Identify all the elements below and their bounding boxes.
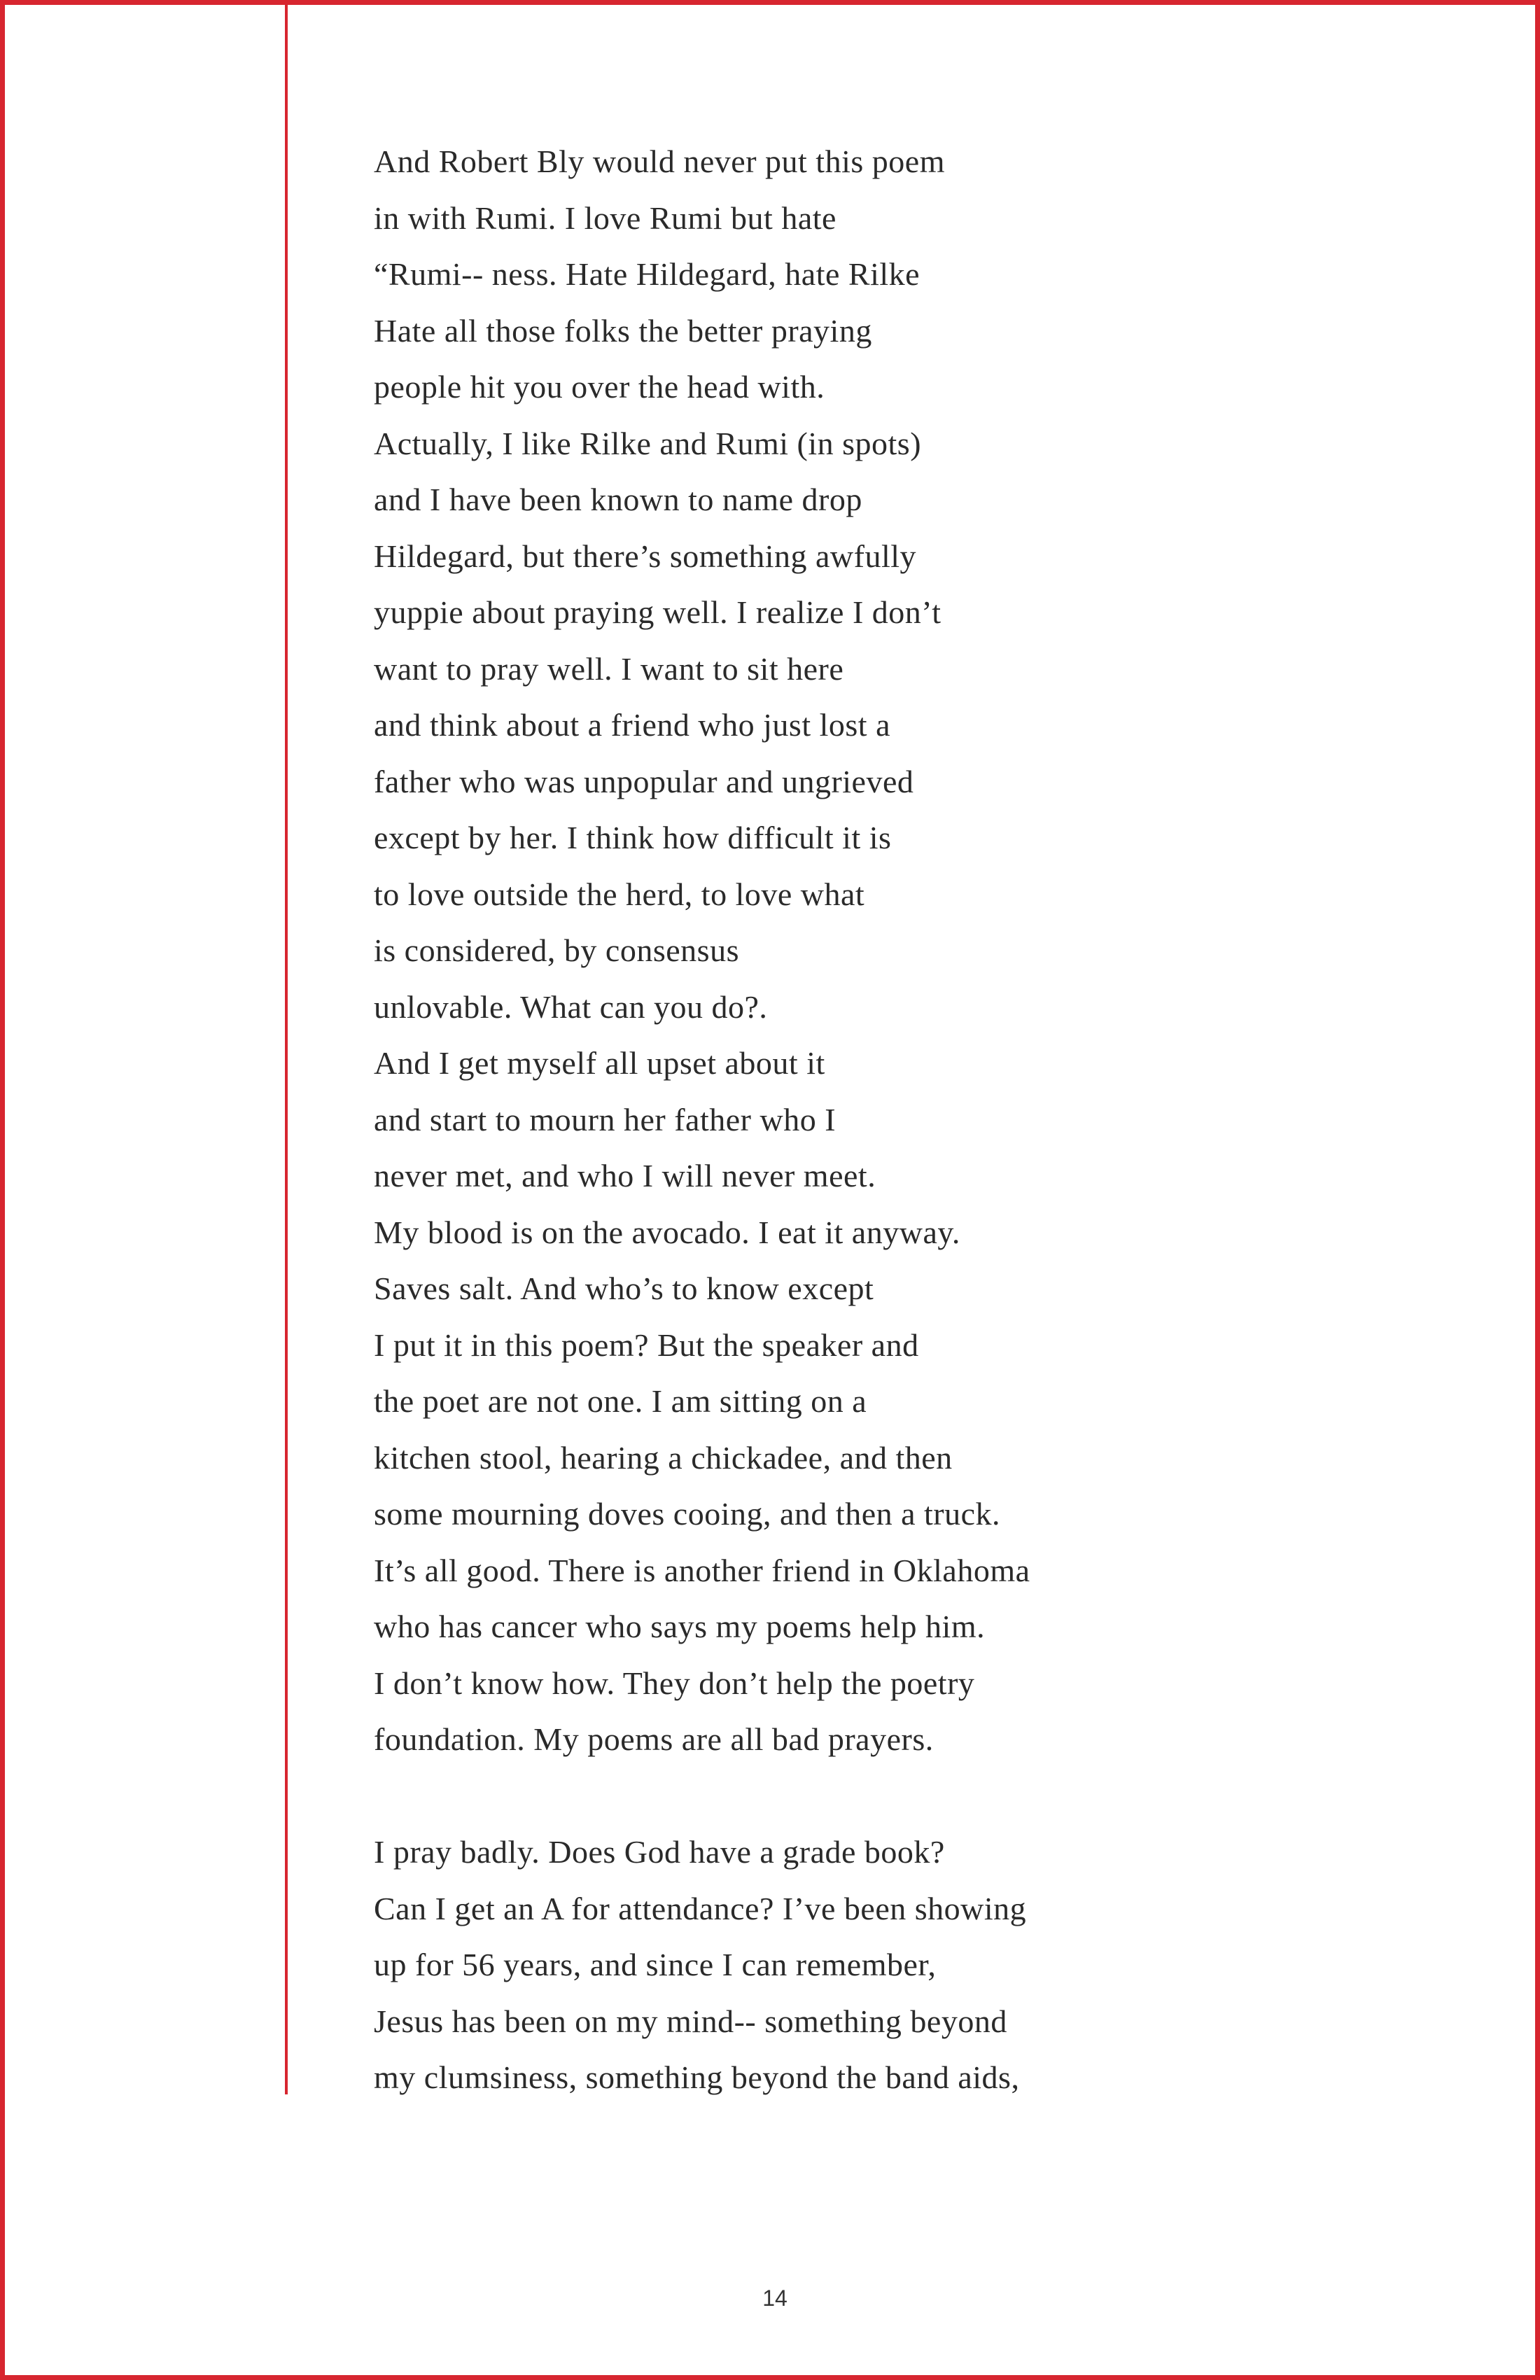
poem-line: Hate all those folks the better praying [374,312,872,349]
poem-line: Jesus has been on my mind-- something beyond [374,2003,1007,2039]
poem-line: Actually, I like Rilke and Rumi (in spots) [374,425,922,461]
poem-line: Hildegard, but there’s something awfully [374,538,917,574]
poem-line: I put it in this poem? But the speaker and [374,1326,919,1363]
poem-line: “Rumi-- ness. Hate Hildegard, hate Rilke [374,256,920,292]
poem-line: some mourning doves cooing, and then a truck. [374,1496,1001,1532]
poem-line: never met, and who I will never meet. [374,1158,876,1194]
poem-line: and I have been known to name drop [374,482,862,517]
poem-line: to love outside the herd, to love what [374,876,865,912]
poem-stanza [374,134,1214,1768]
poem-line: who has cancer who says my poems help him. [374,1609,986,1644]
poem-line: Can I get an A for attendance? I’ve been showing [374,1890,1027,1926]
poem-line: I pray badly. Does God have a grade book? [374,1834,945,1870]
poem-line: and think about a friend who just lost a [374,707,890,743]
poem-line: is considered, by consensus [374,932,739,968]
margin-rule [285,5,288,2094]
poem-line: And Robert Bly would never put this poem [374,144,945,179]
poem-line: unlovable. What can you do?. [374,988,768,1025]
poem-line: up for 56 years, and since I can remember, [374,1947,937,1982]
poem-line: people hit you over the head with. [374,369,825,405]
poem-stanza [374,1824,1214,2106]
poem-line: Saves salt. And who’s to know except [374,1270,874,1306]
poem-line: foundation. My poems are all bad prayers. [374,1721,934,1757]
poem-body [374,134,1214,2106]
poem-line: father who was unpopular and ungrieved [374,763,914,799]
poem-line: It’s all good. There is another friend in Oklahoma [374,1552,1030,1588]
page-number: 14 [762,2286,788,2311]
poem-line: want to pray well. I want to sit here [374,650,844,687]
poem-line: in with Rumi. I love Rumi but hate [374,200,836,236]
poem-line: and start to mourn her father who I [374,1101,836,1138]
poem-line: My blood is on the avocado. I eat it anyway. [374,1214,960,1250]
poem-line: I don’t know how. They don’t help the poetry [374,1665,975,1701]
poem-line: the poet are not one. I am sitting on a [374,1383,867,1419]
poem-line: And I get myself all upset about it [374,1045,825,1081]
poem-line: yuppie about praying well. I realize I don’t [374,594,941,630]
poem-line: kitchen stool, hearing a chickadee, and then [374,1439,953,1476]
poem-line: except by her. I think how difficult it is [374,820,892,855]
poem-line: my clumsiness, something beyond the band aids, [374,2059,1020,2095]
